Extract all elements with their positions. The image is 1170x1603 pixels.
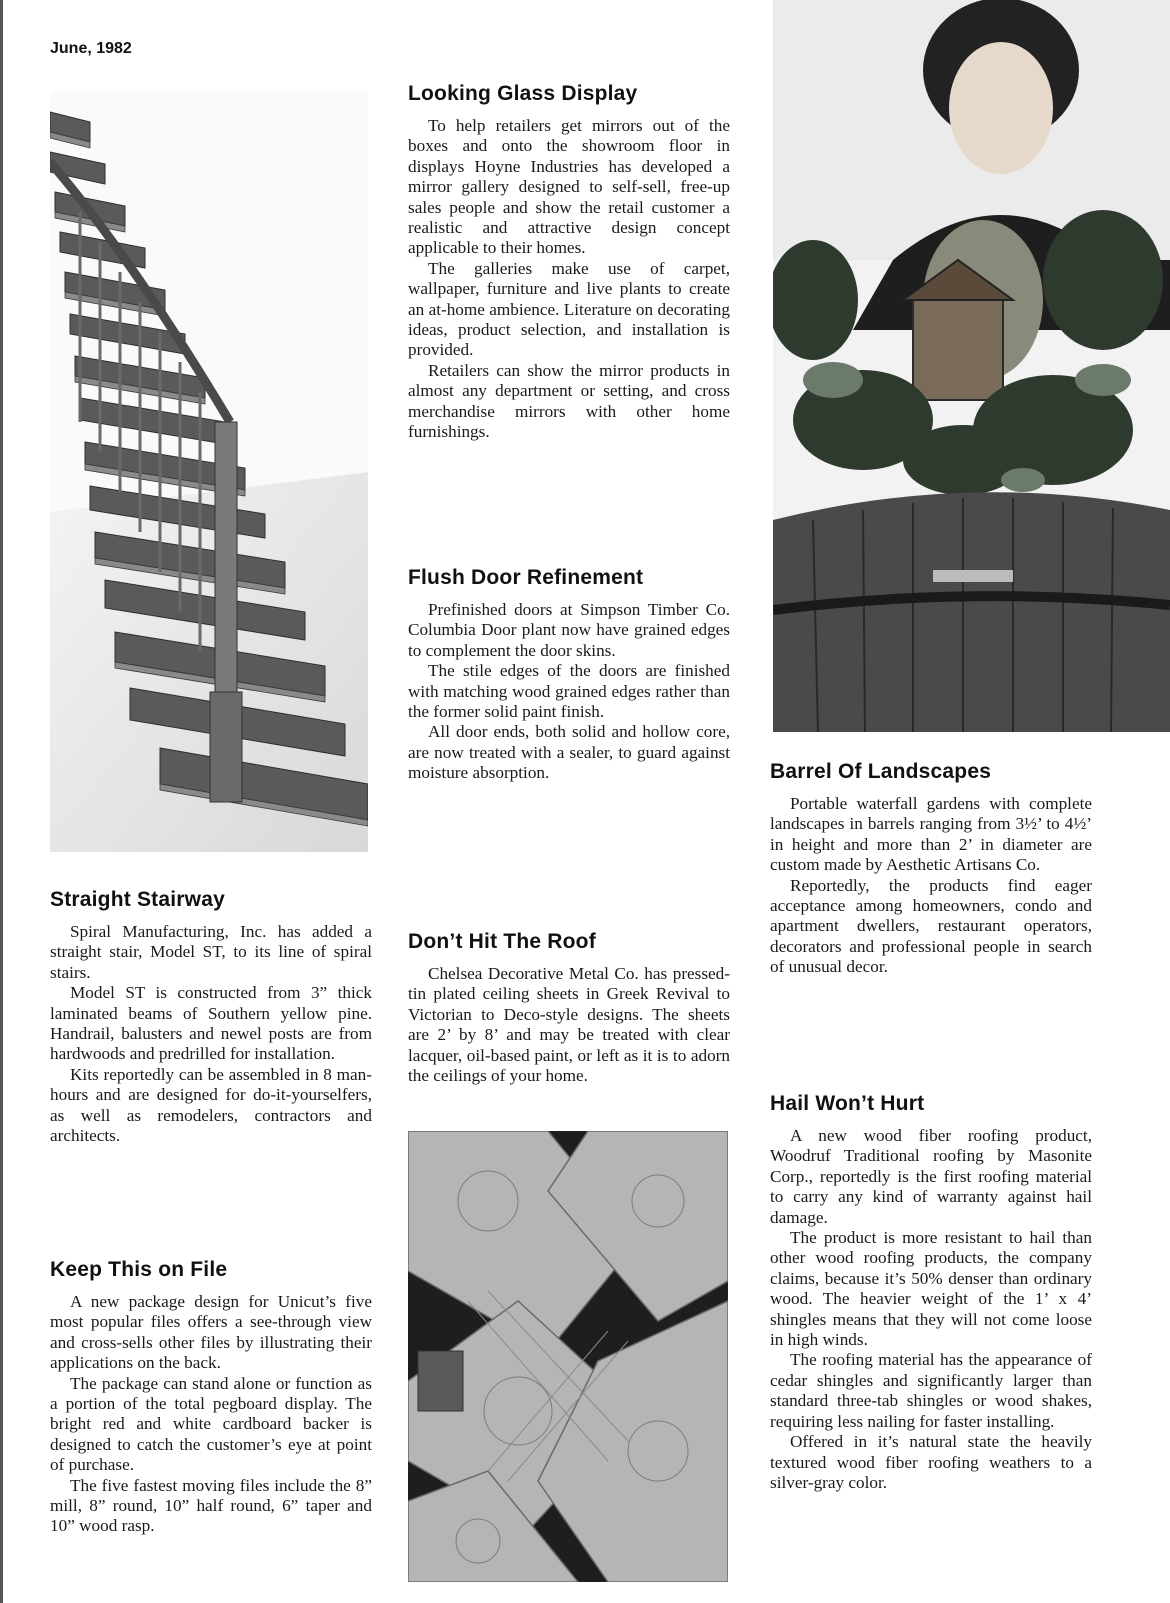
article-paragraph: A new package design for Unicut’s five most popular files offers a see-through view and cross-sells other files by illustrating their applications on the back. <box>50 1292 372 1373</box>
article-paragraph: All door ends, both solid and hollow core, are now treated with a sealer, to guard against moisture absorption. <box>408 722 730 783</box>
article-title: Hail Won’t Hurt <box>770 1092 925 1115</box>
article-hail-wont-hurt <box>770 1092 1092 1493</box>
article-paragraph: Offered in it’s natural state the heavily textured wood fiber roofing weathers to a silver-gray color. <box>770 1432 1092 1492</box>
tin-ceiling-photo <box>408 1131 728 1582</box>
article-title: Don’t Hit The Roof <box>408 930 596 953</box>
article-title: Looking Glass Display <box>408 82 638 105</box>
article-paragraph: A new wood fiber roofing product, Woodruf Traditional roofing by Masonite Corp., reportedly is the first roofing material to carry any kind of warranty against hail damage. <box>770 1126 1092 1227</box>
article-paragraph: Chelsea Decorative Metal Co. has pressed-tin plated ceiling sheets in Greek Revival to Victorian to Deco-style designs. The sheets are 2’ by 8’ and may be treated with clear lacquer, oil-based paint, or left as it is to adorn the ceilings of your home. <box>408 964 730 1086</box>
article-straight-stairway <box>50 888 372 1146</box>
article-keep-this-on-file <box>50 1258 372 1537</box>
article-paragraph: Prefinished doors at Simpson Timber Co. Columbia Door plant now have grained edges to complement the door skins. <box>408 600 730 660</box>
staircase-photo <box>50 92 368 852</box>
article-title: Keep This on File <box>50 1258 228 1281</box>
article-paragraph: The five fastest moving files include the 8” mill, 8” round, 10” half round, 6” taper and 10” wood rasp. <box>50 1475 372 1536</box>
article-paragraph: Model ST is constructed from 3” thick laminated beams of Southern yellow pine. Handrail, balusters and newel posts are from hardwoods and predrilled for installation. <box>50 983 372 1064</box>
article-paragraph: The product is more resistant to hail than other wood roofing products, the company claims, because it’s 50% denser than ordinary wood. The heavier weight of the 1’ x 4’ shingles means that they will not come loose in high winds. <box>770 1228 1092 1350</box>
article-paragraph: Retailers can show the mirror products in almost any department or setting, and cross merchandise mirrors with other home furnishings. <box>408 360 730 442</box>
article-paragraph: Spiral Manufacturing, Inc. has added a straight stair, Model ST, to its line of spiral stairs. <box>50 922 372 982</box>
article-title: Straight Stairway <box>50 888 225 911</box>
article-paragraph: Portable waterfall gardens with complete landscapes in barrels ranging from 3½’ to 4½’ in height and more than 2’ in diameter are custom made by Aesthetic Artisans Co. <box>770 794 1092 875</box>
article-looking-glass-display <box>408 82 730 443</box>
article-dont-hit-the-roof <box>408 930 730 1086</box>
page-edge-rule <box>0 0 3 1603</box>
article-paragraph: The roofing material has the appearance of cedar shingles and significantly larger than standard three-tab shingles or wood shakes, requiring less nailing for faster installing. <box>770 1350 1092 1431</box>
article-title: Barrel Of Landscapes <box>770 760 992 783</box>
article-paragraph: The stile edges of the doors are finished with matching wood grained edges rather than the former solid paint finish. <box>408 661 730 722</box>
barrel-garden-photo <box>773 0 1170 732</box>
article-paragraph: Kits reportedly can be assembled in 8 man-hours and are designed for do-it-yourselfers, as well as remodelers, contractors and architects. <box>50 1064 372 1146</box>
article-paragraph: Reportedly, the products find eager acceptance among homeowners, condo and apartment dwellers, restaurant operators, decorators and professional people in search of unusual decor. <box>770 875 1092 977</box>
article-title: Flush Door Refinement <box>408 566 644 589</box>
article-flush-door-refinement <box>408 566 730 784</box>
article-barrel-of-landscapes <box>770 760 1092 978</box>
article-paragraph: To help retailers get mirrors out of the boxes and onto the showroom floor in displays Hoyne Industries has developed a mirror gallery designed to self-sell, free-up sales people and show the retail customer a realistic and attractive design concept applicable to their homes. <box>408 116 730 258</box>
article-paragraph: The package can stand alone or function as a portion of the total pegboard display. The bright red and white cardboard backer is designed to catch the customer’s eye at point of purchase. <box>50 1373 372 1475</box>
issue-date: June, 1982 <box>50 40 132 57</box>
article-paragraph: The galleries make use of carpet, wallpaper, furniture and live plants to create an at-home ambience. Literature on decorating ideas, product selection, and installation is provided. <box>408 258 730 360</box>
